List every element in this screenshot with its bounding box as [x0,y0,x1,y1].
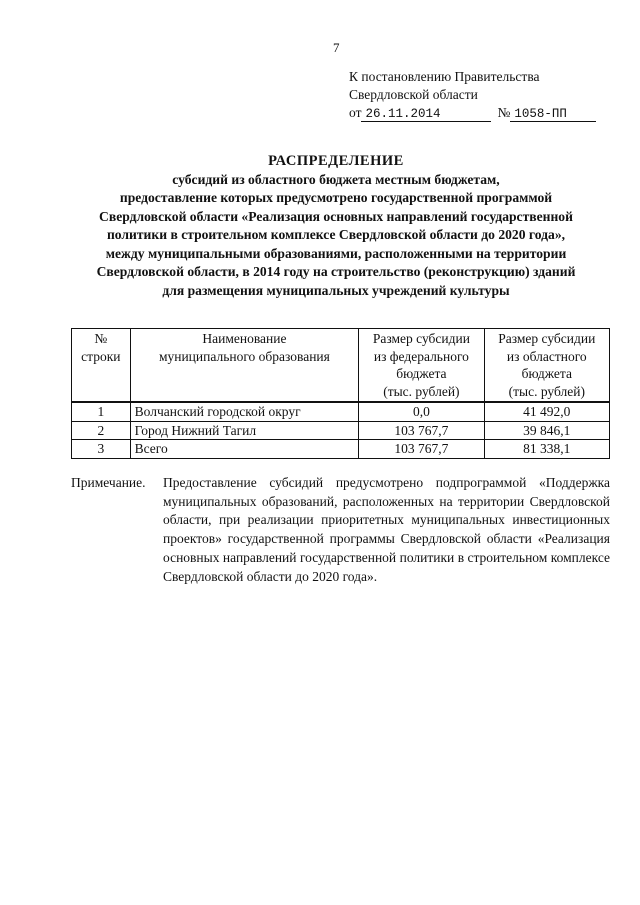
cell-municipality: Всего [130,440,359,459]
header-regional-subsidy [484,329,609,403]
note-text: Предоставление субсидий предусмотрено подпрограммой «Поддержка муниципальных образований, расположенных на территории Свердловской области, при реализации приоритетных муниципальных инвестиционных проектов» государственной программы Свердловской области «Реализация основных направлений государственной политики в строительном комплексе Свердловской области до 2020 года». [163,475,610,584]
header-text: бюджета [396,366,447,381]
header-federal-subsidy [359,329,484,403]
cell-municipality: Волчанский городской округ [130,402,359,421]
heading-line: политики в строительном комплексе Свердловской области до 2020 года», [106,227,566,242]
header-text: бюджета [521,366,572,381]
header-text: (тыс. рублей) [508,383,585,399]
heading-line: предоставление которых предусмотрено государственной программой [119,190,553,205]
page-number: 7 [333,40,340,55]
header-text: из областного [506,348,587,364]
cell-regional-subsidy: 41 492,0 [484,402,609,421]
cell-municipality: Город Нижний Тагил [130,421,359,440]
header-text: муниципального образования [158,348,330,364]
subsidy-table [71,328,610,459]
cell-federal-subsidy: 0,0 [359,402,484,421]
header-text: № [94,331,108,346]
approval-line-2: Свердловской области [349,87,478,102]
cell-regional-subsidy: 39 846,1 [484,421,609,440]
cell-federal-subsidy: 103 767,7 [359,421,484,440]
approval-date: 26.11.2014 [361,108,491,122]
header-row-number [72,329,131,403]
heading-line: Свердловской области, в 2014 году на строительство (реконструкцию) зданий [96,264,576,279]
approval-number: 1058-ПП [510,108,596,122]
cell-row-number: 1 [72,402,131,421]
header-text: строки [81,348,121,364]
document-title: РАСПРЕДЕЛЕНИЕ [268,153,404,169]
table-row-total [72,440,610,459]
table-header-row [72,329,610,403]
note-block [71,474,610,586]
document-heading [56,152,616,300]
cell-row-number: 2 [72,421,131,440]
approval-block [349,68,596,122]
note-label: Примечание. [71,475,146,490]
approval-date-line [349,104,596,122]
cell-federal-subsidy: 103 767,7 [359,440,484,459]
cell-regional-subsidy: 81 338,1 [484,440,609,459]
approval-number-sign: № [497,105,511,120]
heading-line: Свердловской области «Реализация основных направлений государственной [99,208,573,224]
header-text: Размер субсидии [372,331,470,346]
cell-row-number: 3 [72,440,131,459]
heading-line: субсидий из областного бюджета местным бюджетам, [172,171,500,187]
table-row [72,421,610,440]
table-row [72,402,610,421]
approval-date-prefix: от [349,105,362,120]
header-text: Наименование [202,331,287,346]
header-municipality [130,329,359,403]
heading-line: для размещения муниципальных учреждений культуры [162,282,510,298]
header-text: Размер субсидии [498,331,596,346]
header-text: из федерального [373,348,469,364]
heading-line: между муниципальными образованиями, расположенными на территории [105,245,567,261]
header-text: (тыс. рублей) [383,383,460,399]
approval-line-1: К постановлению Правительства [349,69,540,84]
